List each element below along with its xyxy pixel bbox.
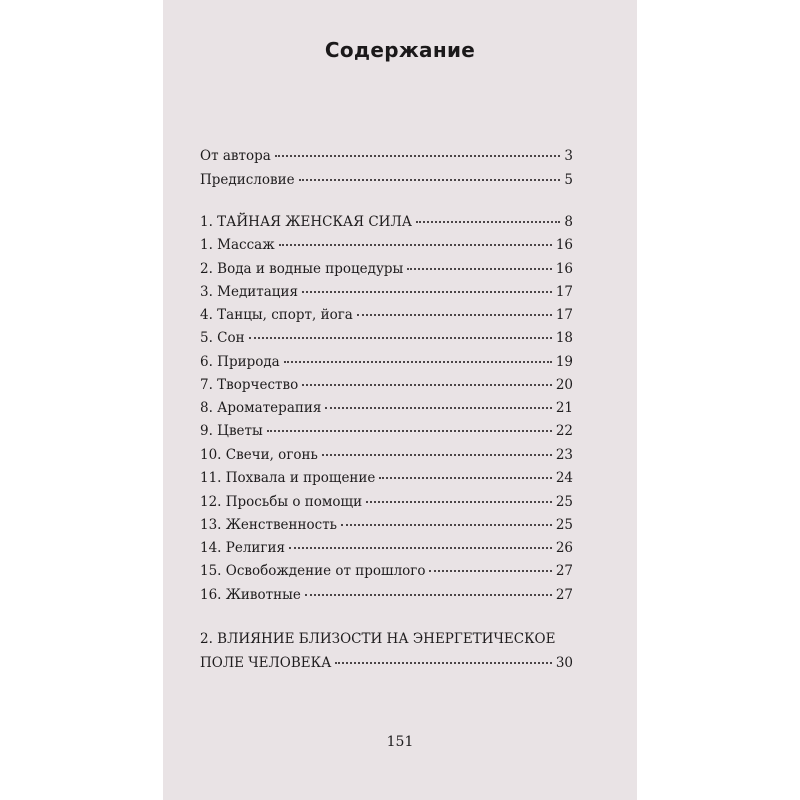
- toc-entry-label: 4. Танцы, спорт, йога: [200, 307, 353, 323]
- toc-entry-page: 30: [555, 655, 573, 671]
- toc-entry[interactable]: [200, 261, 573, 283]
- toc-entry-page: 26: [555, 540, 573, 556]
- toc-entry[interactable]: [200, 447, 573, 469]
- toc-leader-dots: [289, 547, 552, 549]
- toc-entry-page: 20: [555, 377, 573, 393]
- toc-entry-label: ПОЛЕ ЧЕЛОВЕКА: [200, 655, 332, 671]
- toc-entry-label: 3. Медитация: [200, 284, 299, 300]
- toc-entry-chapter-2-line-1[interactable]: 2. ВЛИЯНИЕ БЛИЗОСТИ НА ЭНЕРГЕТИЧЕСКОЕ: [200, 631, 556, 647]
- toc-leader-dots: [325, 407, 551, 409]
- toc-entry-page: 25: [555, 494, 573, 510]
- toc-leader-dots: [357, 314, 552, 316]
- toc-entry-page: 27: [555, 587, 573, 603]
- toc-entry-page: 22: [555, 423, 573, 439]
- toc-entry-page: 16: [555, 261, 573, 277]
- toc-leader-dots: [322, 454, 552, 456]
- toc-leader-dots: [335, 662, 551, 664]
- toc-entry-page: 25: [555, 517, 573, 533]
- toc-leader-dots: [407, 268, 552, 270]
- toc-entry[interactable]: [200, 400, 573, 422]
- toc-entry[interactable]: [200, 284, 573, 306]
- toc-entry[interactable]: [200, 377, 573, 399]
- toc-entry[interactable]: [200, 517, 573, 539]
- page-title: Содержание: [324, 38, 476, 62]
- toc-entry-page: 19: [555, 354, 573, 370]
- toc-entry-label: Предисловие: [200, 172, 295, 188]
- page-number: 151: [386, 734, 414, 750]
- toc-leader-dots: [299, 179, 561, 181]
- toc-entry-page: 18: [555, 330, 573, 346]
- toc-entry-label: 1. ТАЙНАЯ ЖЕНСКАЯ СИЛА: [200, 214, 412, 230]
- toc-entry-page: 21: [555, 400, 573, 416]
- toc-leader-dots: [267, 430, 552, 432]
- toc-leader-dots: [284, 361, 552, 363]
- toc-entry-label: 16. Животные: [200, 587, 301, 603]
- toc-entry-page: 27: [555, 563, 573, 579]
- toc-entry-author[interactable]: [200, 148, 573, 170]
- toc-leader-dots: [275, 155, 561, 157]
- toc-entry-page: 5: [564, 172, 573, 188]
- toc-entry-label: 7. Творчество: [200, 377, 299, 393]
- toc-entry-label: 14. Религия: [200, 540, 285, 556]
- toc-entry[interactable]: [200, 354, 573, 376]
- toc-entry-chapter-1[interactable]: [200, 214, 573, 236]
- toc-entry-page: 24: [555, 470, 573, 486]
- toc-entry-page: 17: [555, 307, 573, 323]
- toc-leader-dots: [302, 384, 552, 386]
- toc-leader-dots: [305, 594, 552, 596]
- toc-leader-dots: [416, 221, 560, 223]
- toc-entry-label: 2. Вода и водные процедуры: [200, 261, 404, 277]
- toc-leader-dots: [279, 244, 552, 246]
- book-page: [163, 0, 637, 800]
- toc-entry-page: 16: [555, 237, 573, 253]
- toc-entry-page: 17: [555, 284, 573, 300]
- toc-entry[interactable]: [200, 540, 573, 562]
- toc-entry-label: 6. Природа: [200, 354, 280, 370]
- toc-entry-label: 8. Ароматерапия: [200, 400, 322, 416]
- toc-entry-label: От автора: [200, 148, 271, 164]
- toc-entry-label: 15. Освобождение от прошлого: [200, 563, 426, 579]
- toc-leader-dots: [379, 477, 551, 479]
- toc-entry-label: 13. Женственность: [200, 517, 338, 533]
- toc-leader-dots: [429, 570, 551, 572]
- toc-entry-preface[interactable]: [200, 172, 573, 194]
- toc-entry[interactable]: [200, 587, 573, 609]
- toc-entry[interactable]: [200, 423, 573, 445]
- toc-entry-label: 11. Похвала и прощение: [200, 470, 376, 486]
- toc-entry[interactable]: [200, 307, 573, 329]
- toc-leader-dots: [366, 501, 552, 503]
- toc-entry-label: 1. Массаж: [200, 237, 275, 253]
- toc-entry-label: 10. Свечи, огонь: [200, 447, 318, 463]
- toc-entry-page: 23: [555, 447, 573, 463]
- toc-entry[interactable]: [200, 470, 573, 492]
- toc-entry-label: 9. Цветы: [200, 423, 263, 439]
- toc-entry[interactable]: [200, 330, 573, 352]
- toc-entry-page: 8: [564, 214, 573, 230]
- toc-entry[interactable]: [200, 237, 573, 259]
- toc-entry-label: 5. Сон: [200, 330, 245, 346]
- toc-entry-label: 12. Просьбы о помощи: [200, 494, 363, 510]
- toc-entry[interactable]: [200, 494, 573, 516]
- toc-entry[interactable]: [200, 563, 573, 585]
- toc-entry-page: 3: [564, 148, 573, 164]
- toc-leader-dots: [302, 291, 552, 293]
- toc-entry-chapter-2[interactable]: [200, 655, 573, 677]
- toc-leader-dots: [249, 337, 552, 339]
- toc-leader-dots: [341, 524, 552, 526]
